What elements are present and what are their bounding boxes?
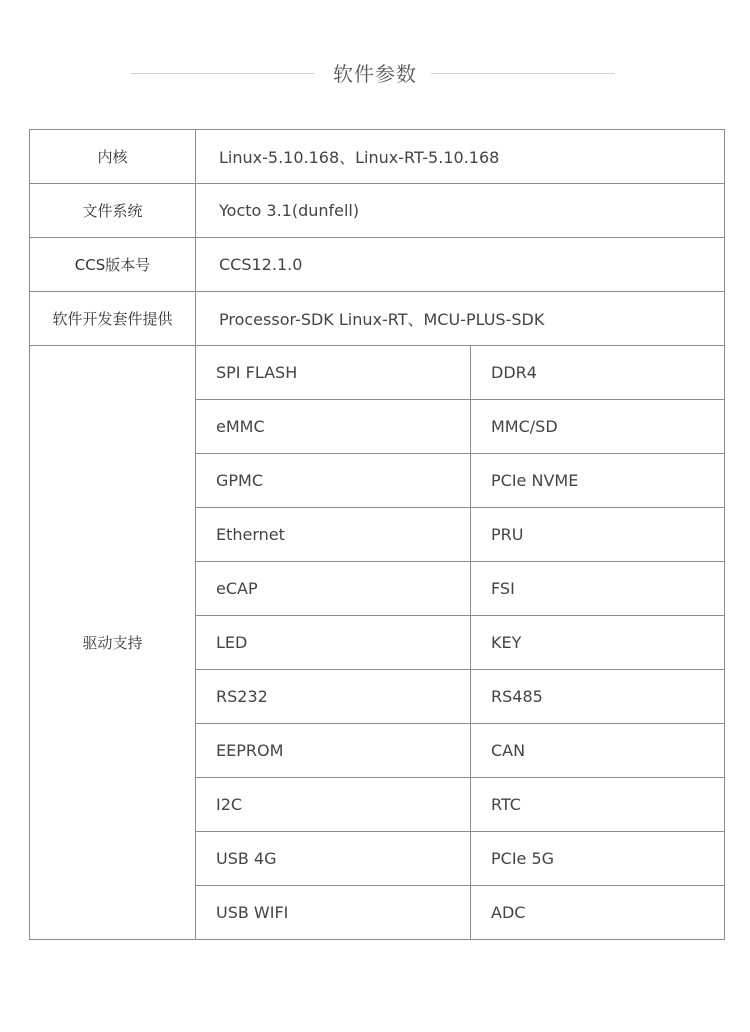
driver-item: eCAP <box>196 562 471 616</box>
driver-item: DDR4 <box>471 346 725 400</box>
driver-item: PCIe 5G <box>471 832 725 886</box>
row-value: Linux-5.10.168、Linux-RT-5.10.168 <box>196 130 725 184</box>
driver-item: PRU <box>471 508 725 562</box>
table-row-sdk <box>30 292 725 346</box>
row-value: Yocto 3.1(dunfell) <box>196 184 725 238</box>
driver-item: eMMC <box>196 400 471 454</box>
driver-item: FSI <box>471 562 725 616</box>
row-label: 软件开发套件提供 <box>30 292 196 346</box>
driver-item: GPMC <box>196 454 471 508</box>
table-row-kernel <box>30 130 725 184</box>
driver-item: USB WIFI <box>196 886 471 940</box>
section-title: 软件参数 <box>333 62 417 86</box>
driver-item: I2C <box>196 778 471 832</box>
driver-item: RS232 <box>196 670 471 724</box>
row-label: 文件系统 <box>30 184 196 238</box>
header-divider-right <box>431 73 615 74</box>
driver-item: MMC/SD <box>471 400 725 454</box>
driver-item: RS485 <box>471 670 725 724</box>
row-value: Processor-SDK Linux-RT、MCU-PLUS-SDK <box>196 292 725 346</box>
driver-item: LED <box>196 616 471 670</box>
driver-item: RTC <box>471 778 725 832</box>
row-value: CCS12.1.0 <box>196 238 725 292</box>
table-row-ccs-version <box>30 238 725 292</box>
driver-item: SPI FLASH <box>196 346 471 400</box>
row-label: CCS版本号 <box>30 238 196 292</box>
driver-item: KEY <box>471 616 725 670</box>
driver-item: USB 4G <box>196 832 471 886</box>
driver-item: Ethernet <box>196 508 471 562</box>
driver-support-label: 驱动支持 <box>30 346 196 940</box>
driver-item: CAN <box>471 724 725 778</box>
driver-item: PCIe NVME <box>471 454 725 508</box>
software-params-table <box>29 129 725 940</box>
driver-row <box>30 346 725 400</box>
row-label: 内核 <box>30 130 196 184</box>
driver-item: ADC <box>471 886 725 940</box>
table-row-filesystem <box>30 184 725 238</box>
driver-item: EEPROM <box>196 724 471 778</box>
section-header <box>0 58 750 90</box>
